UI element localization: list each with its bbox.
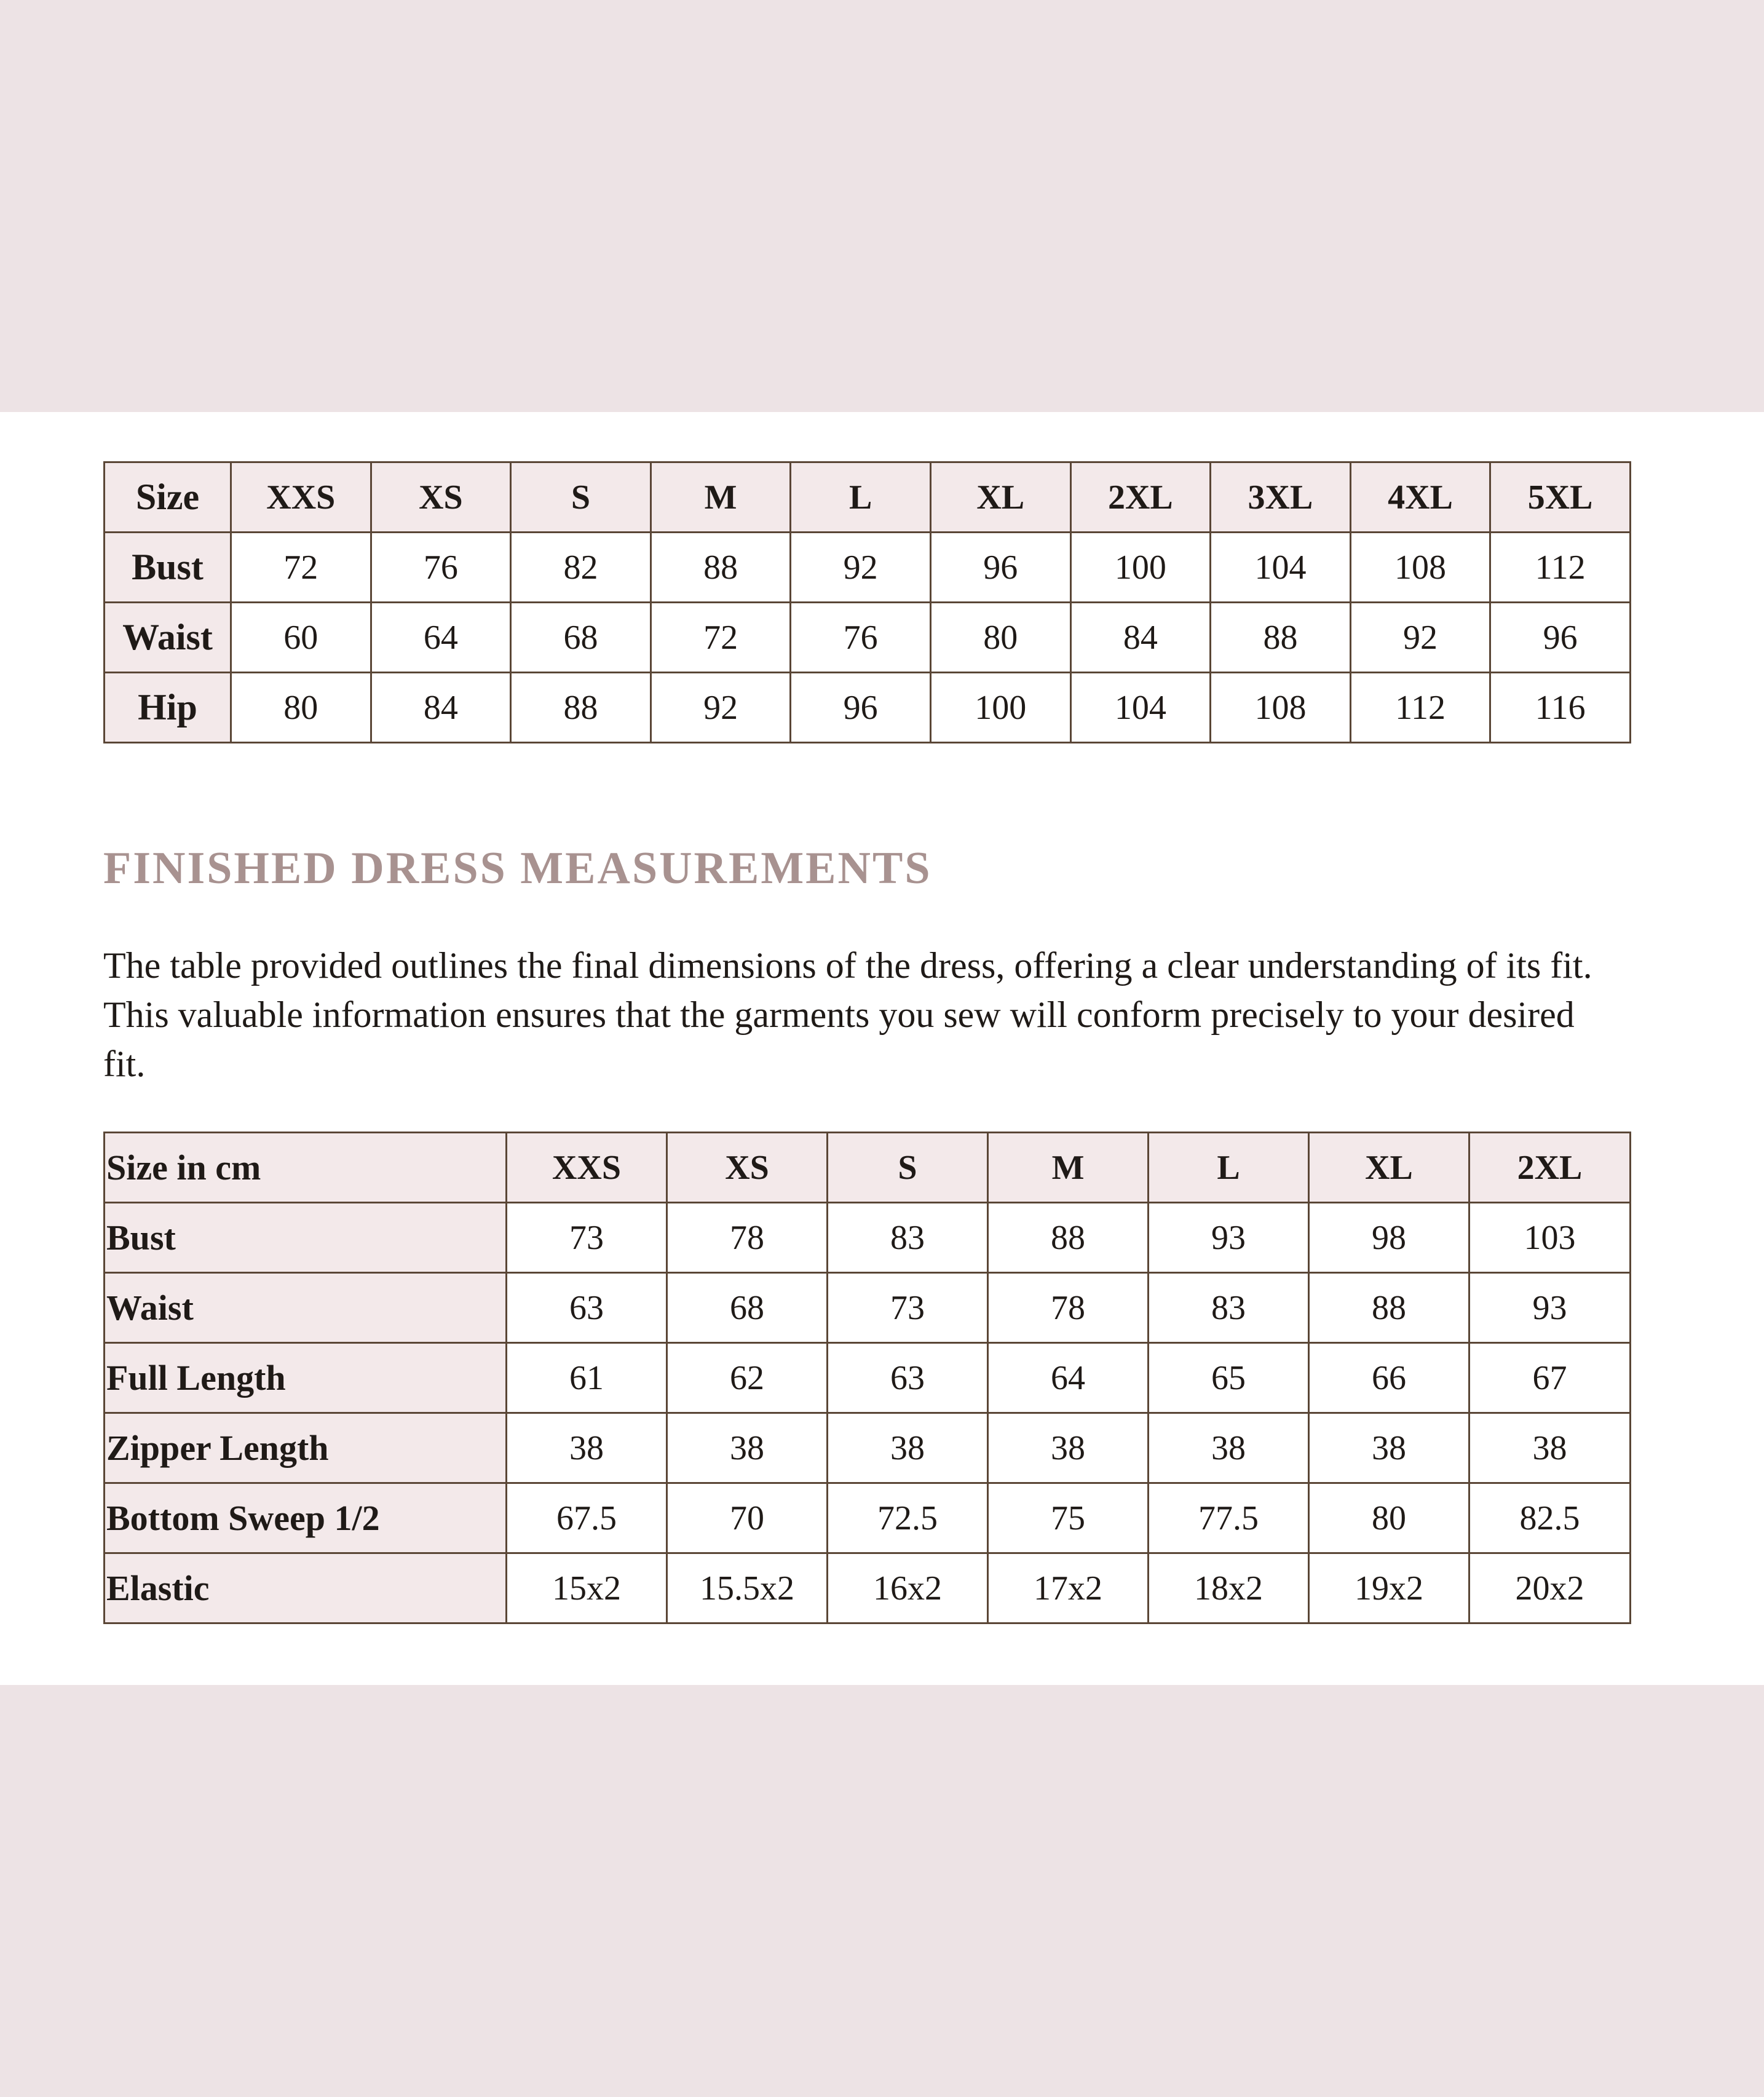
table-cell: 88 bbox=[651, 533, 791, 603]
column-header: XL bbox=[930, 462, 1070, 533]
table-header-row bbox=[105, 1133, 1631, 1203]
table-cell: 112 bbox=[1350, 673, 1490, 743]
table-cell: 88 bbox=[1211, 603, 1351, 673]
table-cell: 100 bbox=[1070, 533, 1211, 603]
column-header: M bbox=[651, 462, 791, 533]
table-cell: 64 bbox=[371, 603, 511, 673]
table-cell: 84 bbox=[371, 673, 511, 743]
table-cell: 17x2 bbox=[988, 1553, 1149, 1623]
section-description: The table provided outlines the final dimensions of the dress, offering a clear understanding of its fit. This valuable information ensures that the garments you sew will conform precisely to your desired fit. bbox=[103, 945, 1592, 1084]
table-cell: 116 bbox=[1490, 673, 1631, 743]
row-label: Waist bbox=[105, 603, 231, 673]
table-cell: 78 bbox=[667, 1203, 828, 1273]
table-cell: 62 bbox=[667, 1343, 828, 1413]
table-cell: 68 bbox=[511, 603, 651, 673]
row-label: Bust bbox=[105, 1203, 507, 1273]
column-header: 3XL bbox=[1211, 462, 1351, 533]
table-row bbox=[105, 1273, 1631, 1343]
table-cell: 84 bbox=[1070, 603, 1211, 673]
table-cell: 38 bbox=[507, 1413, 667, 1483]
table-cell: 38 bbox=[828, 1413, 988, 1483]
column-header: S bbox=[828, 1133, 988, 1203]
column-header: XS bbox=[371, 462, 511, 533]
table-cell: 103 bbox=[1469, 1203, 1631, 1273]
table-cell: 78 bbox=[988, 1273, 1149, 1343]
table-cell: 72 bbox=[231, 533, 371, 603]
table-cell: 108 bbox=[1350, 533, 1490, 603]
table-cell: 38 bbox=[988, 1413, 1149, 1483]
table-cell: 93 bbox=[1469, 1273, 1631, 1343]
column-header: 4XL bbox=[1350, 462, 1490, 533]
table-cell: 92 bbox=[651, 673, 791, 743]
table-cell: 70 bbox=[667, 1483, 828, 1553]
table-cell: 38 bbox=[1149, 1413, 1309, 1483]
row-label: Full Length bbox=[105, 1343, 507, 1413]
table-row bbox=[105, 673, 1631, 743]
table-cell: 67.5 bbox=[507, 1483, 667, 1553]
table-row bbox=[105, 1413, 1631, 1483]
column-header: XXS bbox=[231, 462, 371, 533]
table-cell: 64 bbox=[988, 1343, 1149, 1413]
row-label: Hip bbox=[105, 673, 231, 743]
column-header: XXS bbox=[507, 1133, 667, 1203]
table-cell: 75 bbox=[988, 1483, 1149, 1553]
table-cell: 16x2 bbox=[828, 1553, 988, 1623]
table-cell: 96 bbox=[791, 673, 931, 743]
table-cell: 63 bbox=[828, 1343, 988, 1413]
table-cell: 65 bbox=[1149, 1343, 1309, 1413]
table-cell: 73 bbox=[828, 1273, 988, 1343]
table-cell: 19x2 bbox=[1309, 1553, 1469, 1623]
row-label: Waist bbox=[105, 1273, 507, 1343]
table-cell: 61 bbox=[507, 1343, 667, 1413]
table-cell: 108 bbox=[1211, 673, 1351, 743]
table-cell: 18x2 bbox=[1149, 1553, 1309, 1623]
table-header-row bbox=[105, 462, 1631, 533]
table-cell: 82.5 bbox=[1469, 1483, 1631, 1553]
table-cell: 38 bbox=[667, 1413, 828, 1483]
column-header: 2XL bbox=[1070, 462, 1211, 533]
table-cell: 92 bbox=[1350, 603, 1490, 673]
table-cell: 80 bbox=[1309, 1483, 1469, 1553]
table-cell: 88 bbox=[511, 673, 651, 743]
table-cell: 80 bbox=[930, 603, 1070, 673]
row-label: Bottom Sweep 1/2 bbox=[105, 1483, 507, 1553]
table-row bbox=[105, 1483, 1631, 1553]
row-label: Bust bbox=[105, 533, 231, 603]
table-cell: 88 bbox=[988, 1203, 1149, 1273]
table-cell: 15x2 bbox=[507, 1553, 667, 1623]
column-header: S bbox=[511, 462, 651, 533]
column-header: XS bbox=[667, 1133, 828, 1203]
row-label: Elastic bbox=[105, 1553, 507, 1623]
table-row bbox=[105, 603, 1631, 673]
table-row bbox=[105, 1343, 1631, 1413]
column-header: M bbox=[988, 1133, 1149, 1203]
table-cell: 60 bbox=[231, 603, 371, 673]
table-cell: 88 bbox=[1309, 1273, 1469, 1343]
column-header: Size bbox=[105, 462, 231, 533]
table-row bbox=[105, 1553, 1631, 1623]
table-cell: 112 bbox=[1490, 533, 1631, 603]
document-page bbox=[0, 412, 1764, 1685]
table-cell: 83 bbox=[828, 1203, 988, 1273]
table-cell: 77.5 bbox=[1149, 1483, 1309, 1553]
table-cell: 100 bbox=[930, 673, 1070, 743]
section-title: FINISHED DRESS MEASUREMENTS bbox=[103, 843, 932, 894]
table-cell: 93 bbox=[1149, 1203, 1309, 1273]
table-row bbox=[105, 533, 1631, 603]
table-cell: 96 bbox=[1490, 603, 1631, 673]
table-cell: 92 bbox=[791, 533, 931, 603]
column-header: L bbox=[791, 462, 931, 533]
table-cell: 63 bbox=[507, 1273, 667, 1343]
column-header: 5XL bbox=[1490, 462, 1631, 533]
column-header: XL bbox=[1309, 1133, 1469, 1203]
table-cell: 76 bbox=[371, 533, 511, 603]
table-cell: 72 bbox=[651, 603, 791, 673]
table-cell: 76 bbox=[791, 603, 931, 673]
column-header: Size in cm bbox=[105, 1133, 507, 1203]
table-cell: 20x2 bbox=[1469, 1553, 1631, 1623]
table-cell: 68 bbox=[667, 1273, 828, 1343]
table-cell: 104 bbox=[1211, 533, 1351, 603]
table-cell: 80 bbox=[231, 673, 371, 743]
table-cell: 96 bbox=[930, 533, 1070, 603]
table-cell: 82 bbox=[511, 533, 651, 603]
row-label: Zipper Length bbox=[105, 1413, 507, 1483]
table-cell: 66 bbox=[1309, 1343, 1469, 1413]
column-header: 2XL bbox=[1469, 1133, 1631, 1203]
finished-measurements-table bbox=[103, 1132, 1631, 1624]
table-cell: 98 bbox=[1309, 1203, 1469, 1273]
table-row bbox=[105, 1203, 1631, 1273]
table-cell: 73 bbox=[507, 1203, 667, 1273]
table-cell: 104 bbox=[1070, 673, 1211, 743]
table-cell: 72.5 bbox=[828, 1483, 988, 1553]
table-cell: 38 bbox=[1309, 1413, 1469, 1483]
table-cell: 38 bbox=[1469, 1413, 1631, 1483]
body-measurements-table bbox=[103, 461, 1631, 743]
table-cell: 67 bbox=[1469, 1343, 1631, 1413]
column-header: L bbox=[1149, 1133, 1309, 1203]
table-cell: 83 bbox=[1149, 1273, 1309, 1343]
table-cell: 15.5x2 bbox=[667, 1553, 828, 1623]
